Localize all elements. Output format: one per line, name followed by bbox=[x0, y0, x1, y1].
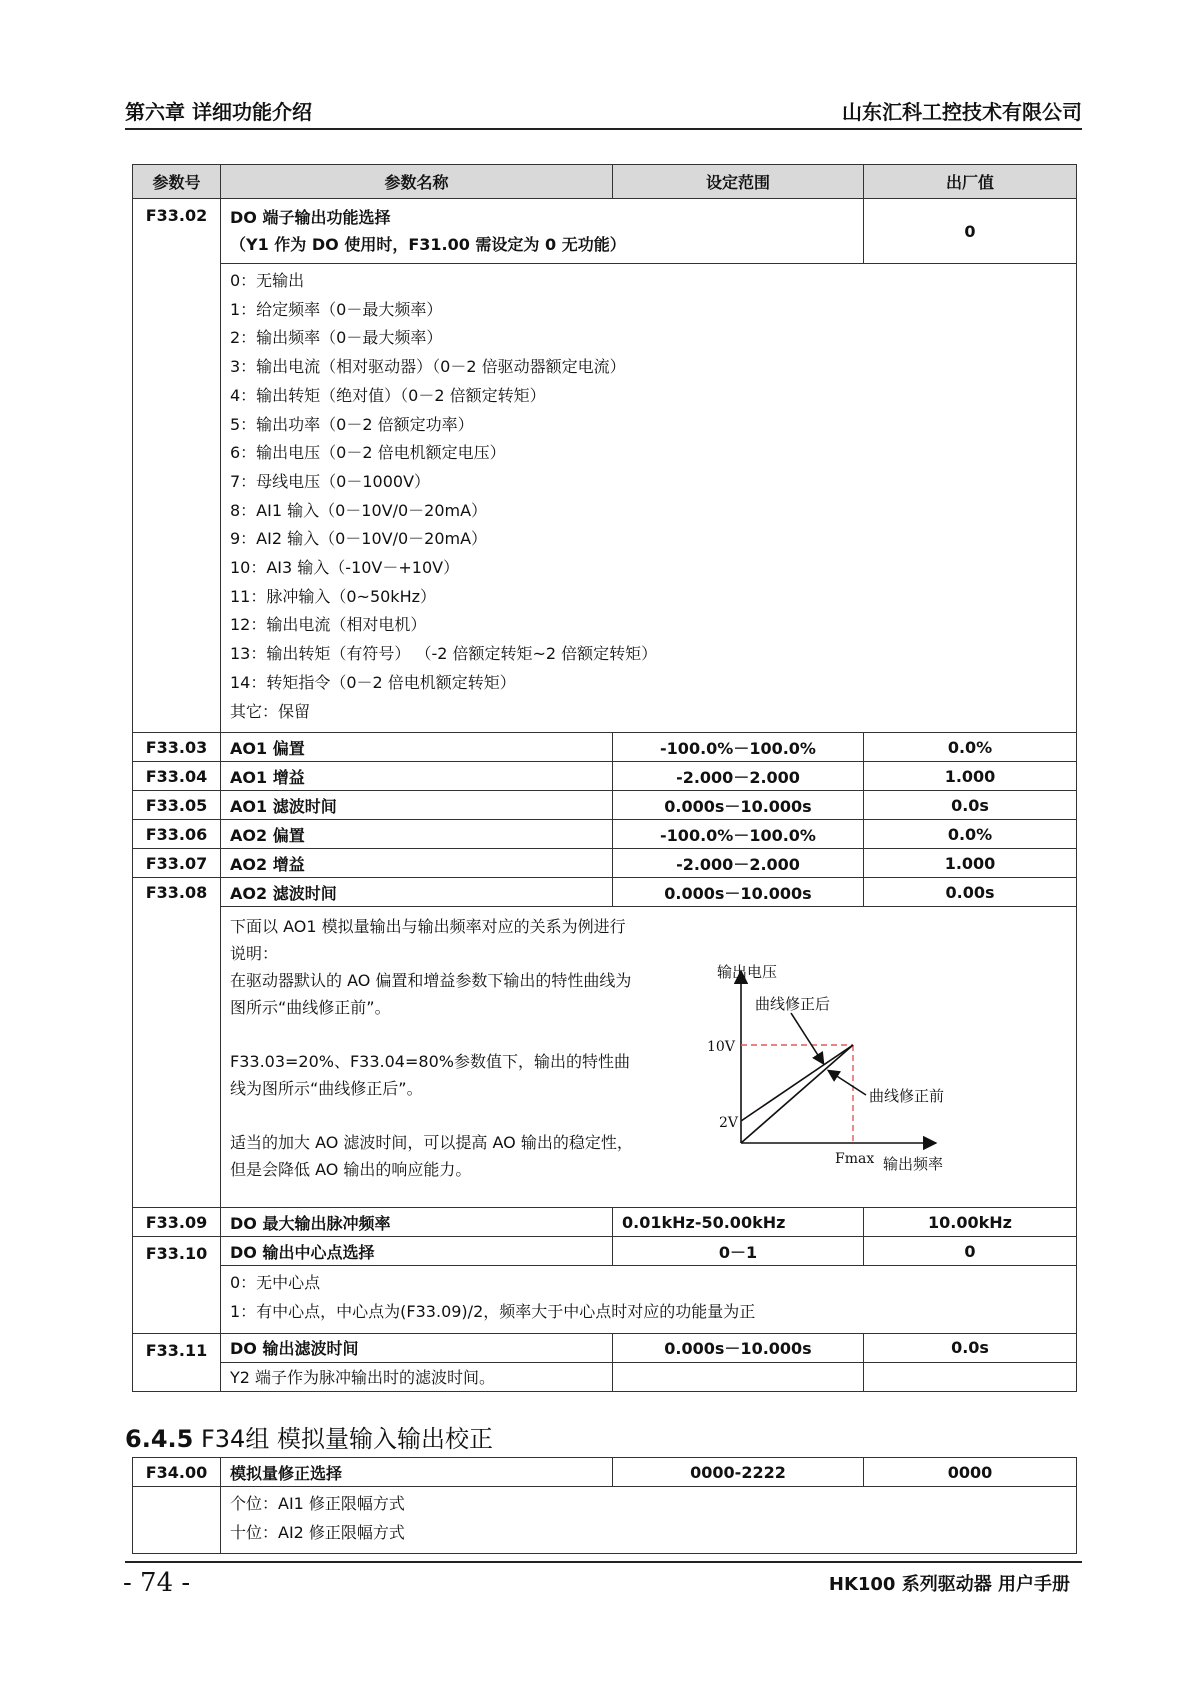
default-value: 0 bbox=[864, 1237, 1077, 1266]
setting-range: -100.0%－100.0% bbox=[613, 820, 864, 849]
setting-range: 0.000s－10.000s bbox=[613, 1333, 864, 1362]
list-item: 14：转矩指令（0－2 倍电机额定转矩） bbox=[230, 672, 516, 692]
table-row bbox=[133, 1333, 1077, 1362]
label-before: 曲线修正前 bbox=[869, 1087, 945, 1106]
arrow-after bbox=[791, 1013, 823, 1063]
list-item: 4：输出转矩（绝对值）（0－2 倍额定转矩） bbox=[230, 385, 546, 405]
param-code: F33.10 bbox=[133, 1237, 221, 1333]
param-note: （Y1 作为 DO 使用时，F31.00 需设定为 0 无功能） bbox=[230, 235, 626, 254]
list-item: 3：输出电流（相对驱动器）（0－2 倍驱动器额定电流） bbox=[230, 357, 626, 377]
param-name: AO2 增益 bbox=[221, 849, 613, 878]
table-row bbox=[133, 733, 1077, 762]
ao-curve-diagram bbox=[701, 933, 961, 1173]
footer-rule bbox=[125, 1561, 1082, 1563]
param-name: 模拟量修正选择 bbox=[221, 1458, 613, 1487]
param-name: DO 输出中心点选择 bbox=[221, 1237, 613, 1266]
list-item: 13：输出转矩（有符号） （-2 倍额定转矩~2 倍额定转矩） bbox=[230, 644, 658, 664]
header-param-code: 参数号 bbox=[133, 165, 221, 199]
list-item: 11：脉冲输入（0~50kHz） bbox=[230, 586, 437, 606]
param-name: DO 最大输出脉冲频率 bbox=[221, 1208, 613, 1237]
arrow-before bbox=[829, 1071, 866, 1095]
header-setting-range: 设定范围 bbox=[613, 165, 864, 199]
setting-range: 0.000s－10.000s bbox=[613, 791, 864, 820]
list-item: 0：无输出 bbox=[230, 271, 305, 290]
param-code: F33.03 bbox=[133, 733, 221, 762]
table-header-row bbox=[133, 165, 1077, 199]
default-value: 0.0% bbox=[864, 733, 1077, 762]
default-value: 0.0s bbox=[864, 791, 1077, 820]
list-item: 12：输出电流（相对电机） bbox=[230, 615, 427, 635]
param-name: DO 端子输出功能选择 bbox=[230, 208, 391, 227]
list-item: 8：AI1 输入（0－10V/0－20mA） bbox=[230, 500, 488, 520]
table-row bbox=[133, 199, 1077, 264]
table-row bbox=[133, 907, 1077, 1208]
list-item: 十位：AI2 修正限幅方式 bbox=[230, 1522, 405, 1542]
default-value: 0.0% bbox=[864, 820, 1077, 849]
table-row bbox=[133, 1487, 1077, 1554]
ao-description-cell bbox=[221, 907, 1077, 1208]
options-list bbox=[221, 1266, 1077, 1333]
param-name: AO2 偏置 bbox=[221, 820, 613, 849]
section-number: 6.4.5 bbox=[125, 1425, 194, 1453]
manual-title: HK100 系列驱动器 用户手册 bbox=[828, 1574, 1070, 1595]
param-name: AO1 增益 bbox=[221, 762, 613, 791]
param-name: AO2 滤波时间 bbox=[221, 878, 613, 907]
table-row bbox=[133, 1237, 1077, 1266]
table-row bbox=[133, 1458, 1077, 1487]
setting-range: -2.000－2.000 bbox=[613, 762, 864, 791]
header-param-name: 参数名称 bbox=[221, 165, 613, 199]
list-item: 0：无中心点 bbox=[230, 1273, 321, 1293]
param-code: F33.11 bbox=[133, 1333, 221, 1391]
ao-description bbox=[230, 913, 640, 1183]
table-row bbox=[133, 1362, 1077, 1391]
header-default-value: 出厂值 bbox=[864, 165, 1077, 199]
f34-parameter-table bbox=[132, 1457, 1077, 1554]
curve-before bbox=[741, 1045, 853, 1143]
curve-after bbox=[741, 1045, 853, 1121]
table-row bbox=[133, 1266, 1077, 1333]
list-item: 5：输出功率（0－2 倍额定功率） bbox=[230, 414, 474, 434]
list-item: 7：母线电压（0－1000V） bbox=[230, 471, 431, 491]
table-row bbox=[133, 791, 1077, 820]
ao-paragraph: 下面以 AO1 模拟量输出与输出频率对应的关系为例进行说明： bbox=[230, 917, 626, 964]
setting-range: 0.000s－10.000s bbox=[613, 878, 864, 907]
default-value: 1.000 bbox=[864, 762, 1077, 791]
list-item: 6：输出电压（0－2 倍电机额定电压） bbox=[230, 443, 506, 463]
param-code: F33.02 bbox=[133, 199, 221, 733]
default-value: 1.000 bbox=[864, 849, 1077, 878]
setting-range: 0000-2222 bbox=[613, 1458, 864, 1487]
section-title: F34组 模拟量输入输出校正 bbox=[200, 1425, 493, 1453]
section-heading bbox=[125, 1419, 493, 1454]
chapter-title: 第六章 详细功能介绍 bbox=[125, 100, 312, 124]
ao-paragraph: 在驱动器默认的 AO 偏置和增益参数下输出的特性曲线为图所示“曲线修正前”。 bbox=[230, 971, 632, 1018]
param-code: F33.08 bbox=[133, 878, 221, 1208]
list-item: 其它：保留 bbox=[230, 701, 311, 721]
default-value: 0000 bbox=[864, 1458, 1077, 1487]
list-item: 1：有中心点，中心点为(F33.09)/2，频率大于中心点时对应的功能量为正 bbox=[230, 1301, 756, 1321]
page-number: - 74 - bbox=[123, 1568, 191, 1598]
default-value: 0.00s bbox=[864, 878, 1077, 907]
param-code: F33.09 bbox=[133, 1208, 221, 1237]
param-code: F33.07 bbox=[133, 849, 221, 878]
setting-range: -100.0%－100.0% bbox=[613, 733, 864, 762]
table-row bbox=[133, 1208, 1077, 1237]
table-row bbox=[133, 264, 1077, 733]
label-after: 曲线修正后 bbox=[755, 995, 831, 1014]
table-row bbox=[133, 820, 1077, 849]
tick-2v: 2V bbox=[719, 1115, 739, 1132]
param-name-cell bbox=[221, 199, 864, 264]
y-axis-label: 输出电压 bbox=[717, 963, 778, 982]
param-code: F34.00 bbox=[133, 1458, 221, 1487]
tick-fmax: Fmax bbox=[835, 1151, 875, 1168]
param-name: AO1 偏置 bbox=[221, 733, 613, 762]
company-name: 山东汇科工控技术有限公司 bbox=[842, 100, 1082, 124]
options-list bbox=[221, 264, 1077, 733]
list-item: 2：输出频率（0－最大频率） bbox=[230, 328, 443, 348]
list-item: 9：AI2 输入（0－10V/0－20mA） bbox=[230, 529, 488, 549]
setting-range: -2.000－2.000 bbox=[613, 849, 864, 878]
x-axis-label: 输出频率 bbox=[883, 1155, 944, 1174]
options-list bbox=[221, 1487, 1077, 1554]
param-code: F33.06 bbox=[133, 820, 221, 849]
param-code: F33.04 bbox=[133, 762, 221, 791]
list-item: 个位：AI1 修正限幅方式 bbox=[230, 1494, 405, 1513]
param-name: AO1 滤波时间 bbox=[221, 791, 613, 820]
table-row bbox=[133, 762, 1077, 791]
param-code: F33.05 bbox=[133, 791, 221, 820]
default-value: 0 bbox=[864, 199, 1077, 264]
tick-10v: 10V bbox=[707, 1039, 735, 1056]
table-row bbox=[133, 878, 1077, 907]
header-rule bbox=[125, 128, 1082, 130]
ao-paragraph: F33.03=20%、F33.04=80%参数值下，输出的特性曲线为图所示“曲线修正后”。 bbox=[230, 1052, 630, 1099]
setting-range: 0－1 bbox=[613, 1237, 864, 1266]
param-description: Y2 端子作为脉冲输出时的滤波时间。 bbox=[221, 1362, 613, 1391]
table-row bbox=[133, 849, 1077, 878]
default-value: 0.0s bbox=[864, 1333, 1077, 1362]
list-item: 10：AI3 输入（-10V－+10V） bbox=[230, 558, 460, 578]
default-value: 10.00kHz bbox=[864, 1208, 1077, 1237]
f33-parameter-table bbox=[132, 164, 1077, 1392]
setting-range: 0.01kHz-50.00kHz bbox=[613, 1208, 864, 1237]
list-item: 1：给定频率（0－最大频率） bbox=[230, 299, 443, 319]
param-name: DO 输出滤波时间 bbox=[221, 1333, 613, 1362]
ao-paragraph: 适当的加大 AO 滤波时间，可以提高 AO 输出的稳定性，但是会降低 AO 输出的响应能力。 bbox=[230, 1133, 633, 1180]
